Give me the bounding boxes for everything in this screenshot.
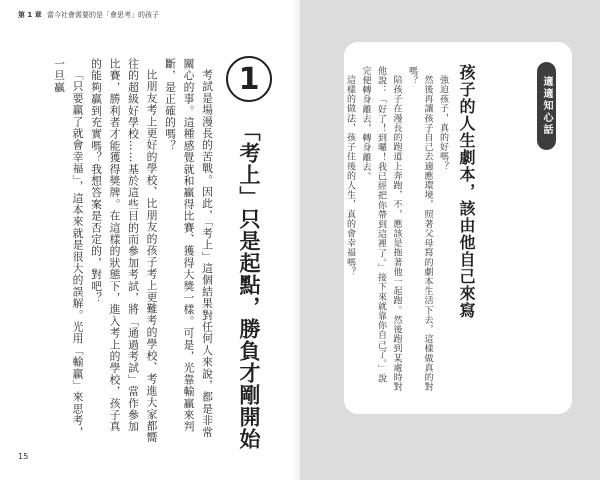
tip-paragraph: 這樣的做法，孩子往後的人生，真的會幸福嗎？ <box>345 75 355 277</box>
chapter-title: 當今社會需要的是「會思考」的孩子 <box>46 11 159 19</box>
section-title: 「考上」只是起點，勝負才剛開始 <box>237 120 261 450</box>
tip-badge-label: 適適知心話 <box>541 76 552 136</box>
tip-paragraph: 陪孩子在漫長的跑道上奔跑，不，應該是拖著他一起跑。然後跑到某處時對他說：「好了！到囉！我已經把你帶到這裡了。」接下來就靠你自己了。」說完便轉身離去，轉身離去。 <box>360 66 402 392</box>
right-page <box>300 0 600 480</box>
tip-title: 孩子的人生劇本，該由他自己來寫 <box>457 64 476 319</box>
page-number: 15 <box>18 452 29 461</box>
running-header <box>18 10 159 20</box>
chapter-label: 第 1 章 <box>18 11 42 19</box>
tip-paragraph: 然後再讓孩子自己去適應環境，照著父母寫的劇本生活下去，這樣做真的對嗎？ <box>407 66 433 392</box>
tip-card <box>344 42 572 414</box>
body-text <box>53 58 216 444</box>
tip-badge <box>537 62 556 150</box>
body-paragraph: 「只要贏了就會幸福」，這本來就是很大的誤解。光用「輸贏」來思考，一旦贏 <box>53 58 85 438</box>
chapter-number-circle <box>226 56 272 102</box>
body-paragraph: 考試是場漫長的苦戰。因此，「考上」這個結果對任何人來說，都是非常關心的事。這種感覺就和贏得比賽、獲得大獎一樣。可是，光靠輸贏來判斷，是正確的嗎？ <box>164 58 214 438</box>
body-paragraph: 比朋友考上更好的學校、比朋友的孩子考上更難考的學校、考進大家都嚮往的超級好學校……基於這些目的而參加考試，將「通過考試」當作參加比賽，勝利者才能獲得獎牌。在這樣的狀態下，進入考上的學校，孩子真的能夠贏到充實嗎？我想答案是否定的，對吧？ <box>90 58 159 444</box>
spine-shadow <box>292 0 300 480</box>
chapter-number: 1 <box>238 61 260 97</box>
tip-paragraph: 強迫孩子，真的好嗎？ <box>438 75 448 171</box>
tip-body <box>345 66 450 392</box>
